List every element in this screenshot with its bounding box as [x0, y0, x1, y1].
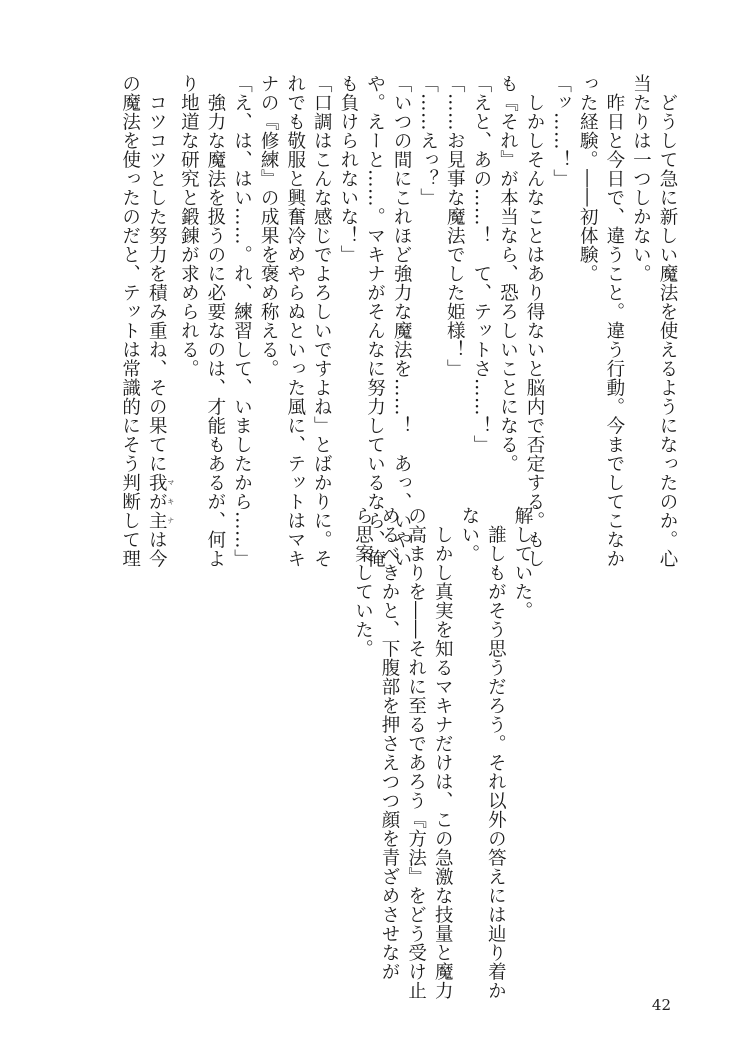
text-line: 解していた。 — [512, 506, 533, 620]
text-line: も『それ』が本当なら、恐ろしいことになる。 — [497, 74, 519, 473]
page-number: 42 — [651, 996, 671, 1014]
text-line: った経験。――初体験。 — [577, 74, 599, 283]
text-line: しかしそんなことはあり得ないと脳内で否定する。もし — [524, 74, 546, 568]
text-line: 「……えっ？」 — [417, 74, 439, 207]
text-line: 「え、は、はい……。れ、練習して、いましたから……」 — [231, 74, 253, 568]
text-line: 「いつの間にこれほど強力な魔法を……！ あっ、いやい — [391, 74, 413, 568]
text-line: も負けられないな！」 — [337, 74, 359, 264]
text-line: 強力な魔法を扱うのに必要なのは、才能もあるが、何よ — [204, 74, 226, 568]
text-line: や。えーと……。マキナがそんなに努力しているなら、俺 — [364, 74, 386, 568]
text-line: ナの『修練』の成果を褒め称える。 — [258, 74, 280, 378]
text-line: しかし真実を知るマキナだけは、この急激な技量と魔力 — [432, 506, 454, 1000]
text-line: ら思案していた。 — [352, 506, 374, 658]
text-line: の高まりを――それに至るであろう『方法』をどう受け止 — [405, 506, 427, 1000]
text-line: れでも敬服と興奮冷めやらぬといった風に、テットはマキ — [284, 74, 306, 568]
ruby-reading: マキナ — [166, 473, 175, 530]
text-line: の魔法を使ったのだと、テットは常識的にそう判断して理 — [119, 74, 141, 568]
text-line: 当たりは一つしかない。 — [630, 74, 652, 283]
ruby-base: 我が主 — [146, 473, 168, 530]
lower-text-block — [349, 506, 535, 1000]
text-line: めるべきかと、下腹部を押さえつつ顔を青ざめさせなが — [379, 506, 401, 981]
text-line: どうして急に新しい魔法を使えるようになったのか。心 — [657, 74, 678, 568]
text-line: 誰しもがそう思うだろう。それ以外の答えには辿り着か — [485, 506, 507, 1000]
ruby-word — [146, 473, 175, 530]
ruby-text-line: コツコツとした努力を積み重ね、その果てに我が主 マキナは今 — [146, 74, 175, 568]
text-line: 昨日と今日で、違うこと。違う行動。今までしてこなか — [603, 74, 625, 568]
text-line: 「ッ……！」 — [550, 74, 572, 188]
text-line: り地道な研究と鍛錬が求められる。 — [178, 74, 200, 378]
text-line: 「口調はこんな感じでよろしいですよね」とばかりに。そ — [311, 74, 333, 568]
text-line: 「えと、あの……！ て、テットさ……！」 — [470, 74, 492, 454]
text-line: ない。 — [458, 506, 480, 563]
text-line: 「……お見事な魔法でした姫様！」 — [444, 74, 466, 378]
